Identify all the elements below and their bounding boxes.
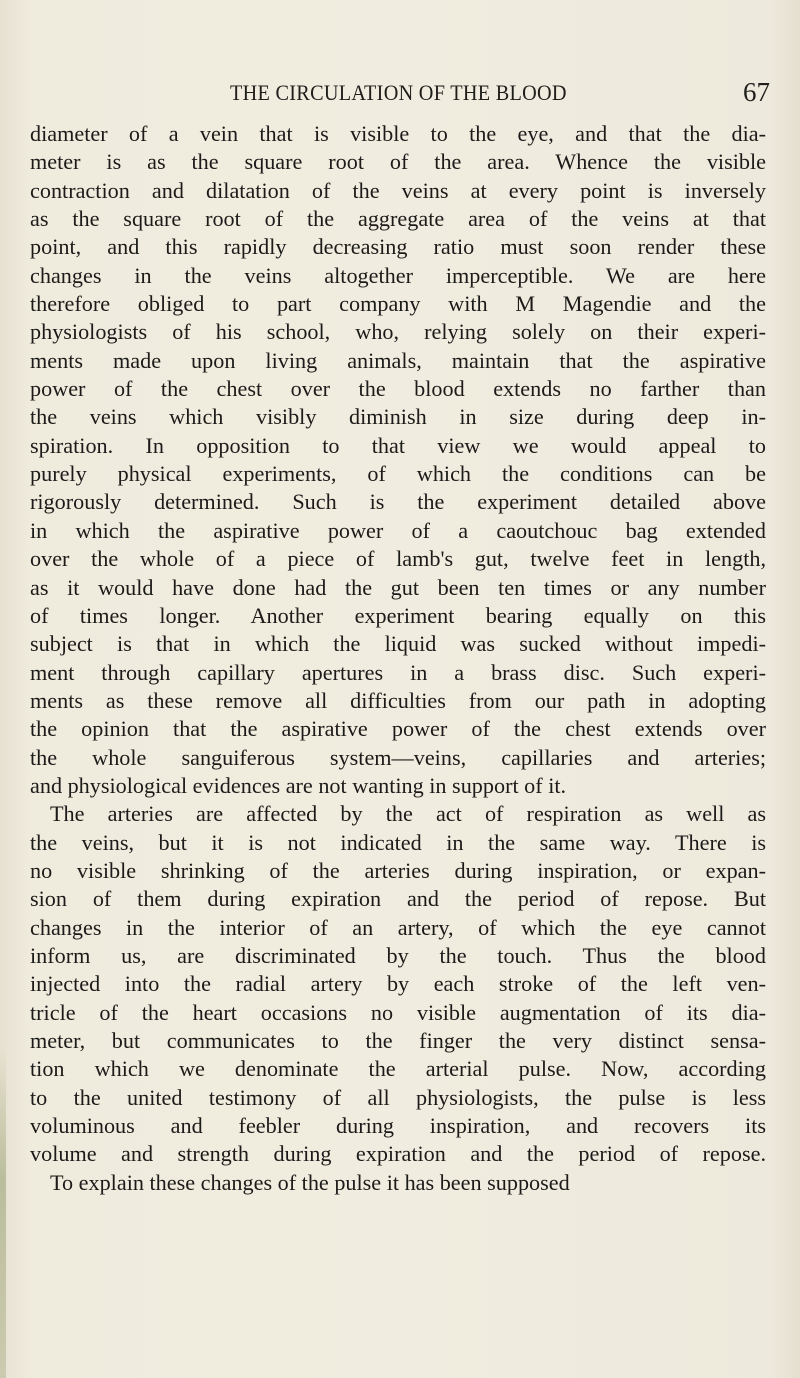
text-line: injected into the radial artery by each stroke of the left ven- <box>30 971 766 997</box>
text-line: of times longer. Another experiment bearing equally on this <box>30 602 766 628</box>
text-line: sion of them during expiration and the period of repose. But <box>30 886 766 912</box>
text-line: The arteries are affected by the act of respiration as well as <box>50 801 766 827</box>
text-line: no visible shrinking of the arteries during inspiration, or expan- <box>30 857 766 883</box>
text-line: over the whole of a piece of lamb's gut, twelve feet in length, <box>30 546 766 572</box>
text-line: To explain these changes of the pulse it has been supposed <box>50 1169 570 1195</box>
text-line: the whole sanguiferous system—veins, capillaries and arteries; <box>30 744 766 770</box>
text-line: rigorously determined. Such is the experiment detailed above <box>30 489 766 515</box>
text-line: volume and strength during expiration and the period of repose. <box>30 1141 766 1167</box>
text-line: contraction and dilatation of the veins at every point is inversely <box>30 177 766 203</box>
text-line: tricle of the heart occasions no visible augmentation of its dia- <box>30 999 766 1025</box>
text-line: point, and this rapidly decreasing ratio must soon render these <box>30 234 766 260</box>
text-line: therefore obliged to part company with M Magendie and the <box>30 291 766 317</box>
text-line: power of the chest over the blood extends no farther than <box>30 376 766 402</box>
text-line: as it would have done had the gut been ten times or any number <box>30 574 766 600</box>
text-line: in which the aspirative power of a caoutchouc bag extended <box>30 517 766 543</box>
text-line: to the united testimony of all physiologists, the pulse is less <box>30 1084 766 1110</box>
text-line: meter, but communicates to the finger the very distinct sensa- <box>30 1028 766 1053</box>
text-line: tion which we denominate the arterial pulse. Now, according <box>30 1056 766 1082</box>
running-head <box>0 77 800 110</box>
body-text <box>30 120 766 1197</box>
text-line: ment through capillary apertures in a brass disc. Such experi- <box>30 659 766 685</box>
text-line: the opinion that the aspirative power of the chest extends over <box>30 716 766 742</box>
page-number: 67 <box>743 77 770 107</box>
running-title: THE CIRCULATION OF THE BLOOD <box>230 80 567 105</box>
text-line: changes in the interior of an artery, of which the eye cannot <box>30 914 766 940</box>
text-line: diameter of a vein that is visible to the eye, and that the dia- <box>30 121 766 146</box>
text-line: as the square root of the aggregate area of the veins at that <box>30 206 766 232</box>
text-line: the veins, but it is not indicated in the same way. There is <box>30 829 766 855</box>
text-line: purely physical experiments, of which the conditions can be <box>30 461 766 487</box>
text-line: and physiological evidences are not wanting in support of it. <box>30 772 567 798</box>
text-line: subject is that in which the liquid was sucked without impedi- <box>30 631 766 657</box>
text-line: ments as these remove all difficulties from our path in adopting <box>30 687 766 713</box>
page-edge-stain <box>0 1048 6 1378</box>
text-line: meter is as the square root of the area. Whence the visible <box>30 149 766 175</box>
text-line: the veins which visibly diminish in size during deep in- <box>30 404 766 430</box>
text-line: changes in the veins altogether imperceptible. We are here <box>30 262 766 288</box>
text-line: voluminous and feebler during inspiration, and recovers its <box>30 1113 766 1139</box>
text-line: inform us, are discriminated by the touch. Thus the blood <box>30 942 766 968</box>
text-line: physiologists of his school, who, relying solely on their experi- <box>30 319 766 345</box>
text-line: ments made upon living animals, maintain that the aspirative <box>30 347 766 373</box>
text-line: spiration. In opposition to that view we would appeal to <box>30 432 766 458</box>
